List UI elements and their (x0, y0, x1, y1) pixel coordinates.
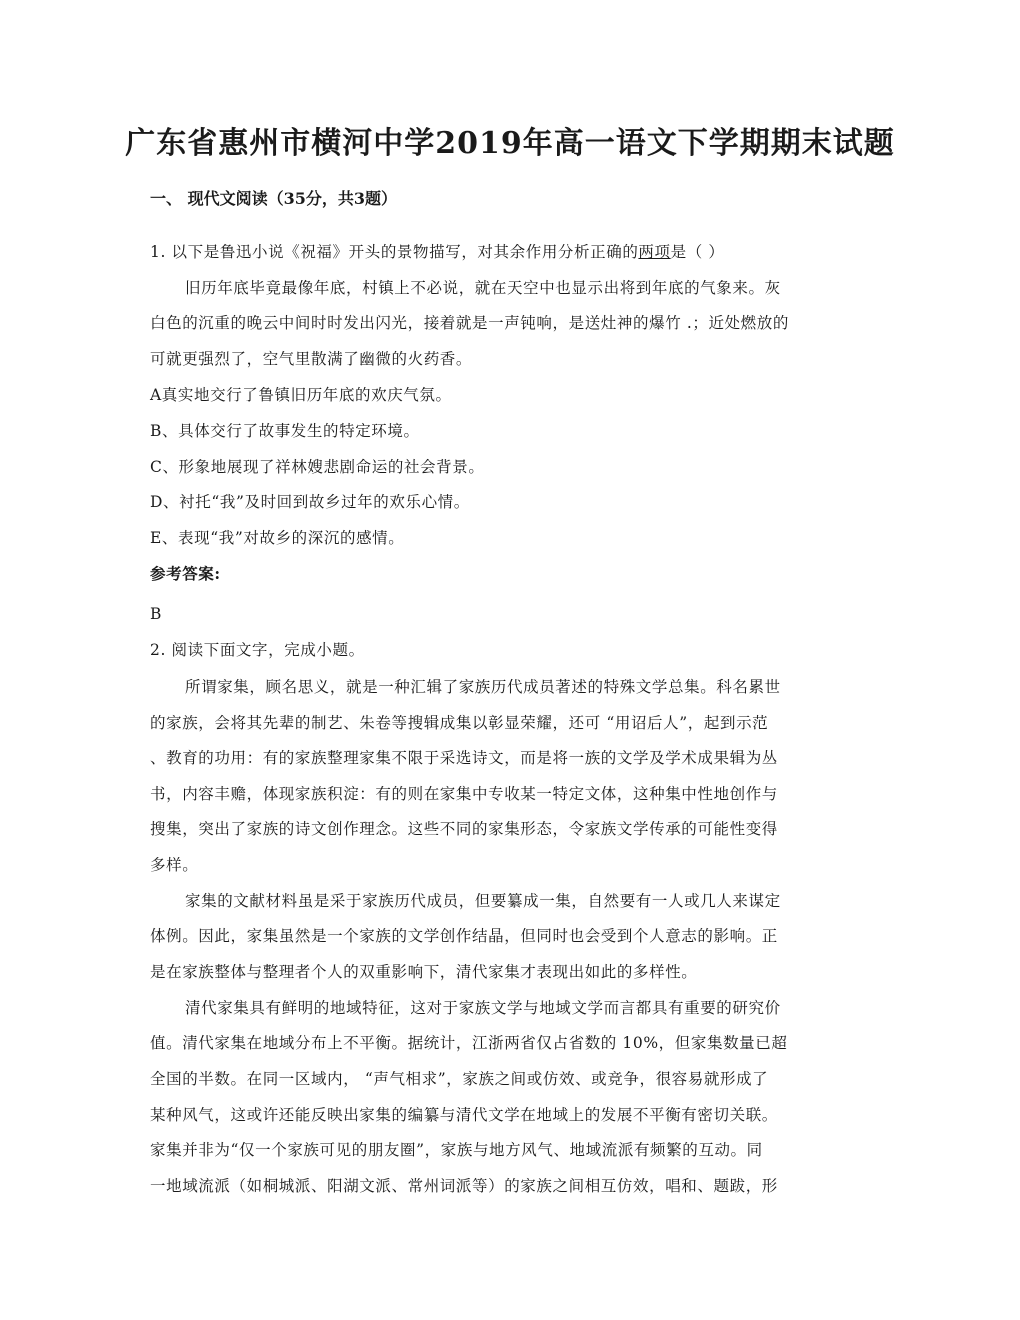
q2-line: 家集的文献材料虽是采于家族历代成员，但要纂成一集，自然要有一人或几人来谋定 (185, 892, 781, 910)
option-b: B、具体交行了故事发生的特定环境。 (150, 422, 420, 440)
q2-line: 搜集，突出了家族的诗文创作理念。这些不同的家集形态，令家族文学传承的可能性变得 (150, 820, 778, 838)
q2-line: 一地域流派（如桐城派、阳湖文派、常州词派等）的家族之间相互仿效，唱和、题跋，形 (150, 1177, 778, 1195)
passage-line: 旧历年底毕竟最像年底，村镇上不必说，就在天空中也显示出将到年底的气象来。灰 (185, 279, 781, 297)
passage-line: 可就更强烈了，空气里散满了幽微的火药香。 (150, 350, 473, 368)
answer-value: B (150, 605, 162, 623)
question-1-stem-underlined: 两项 (638, 243, 671, 261)
q2-line: 是在家族整体与整理者个人的双重影响下，清代家集才表现出如此的多样性。 (150, 963, 698, 981)
question-1-stem (150, 240, 724, 262)
page-title: 广东省惠州市横河中学2019年高一语文下学期期末试题 (125, 126, 895, 161)
option-d: D、衬托“我”及时回到故乡过年的欢乐心情。 (150, 493, 470, 511)
passage-line: 白色的沉重的晚云中间时时发出闪光，接着就是一声钝响，是送灶神的爆竹 .；近处燃放的 (150, 314, 789, 332)
question-1-stem-post: 是（ ） (670, 243, 725, 261)
q2-line: 的家族，会将其先辈的制艺、朱卷等搜辑成集以彰显荣耀，还可 “用诏后人”，起到示范 (150, 714, 769, 732)
q2-line: 全国的半数。在同一区域内， “声气相求”，家族之间或仿效、或竞争，很容易就形成了 (150, 1070, 769, 1088)
option-c: C、形象地展现了祥林嫂悲剧命运的社会背景。 (150, 458, 485, 476)
answer-label: 参考答案: (150, 564, 221, 583)
q2-line: 家集并非为“仅一个家族可见的朋友圈”，家族与地方风气、地域流派有频繁的互动。同 (150, 1141, 763, 1159)
question-2-stem: 2. 阅读下面文字，完成小题。 (150, 641, 365, 659)
q2-line: 某种风气，这或许还能反映出家集的编纂与清代文学在地域上的发展不平衡有密切关联。 (150, 1106, 778, 1124)
q2-line: 清代家集具有鲜明的地域特征，这对于家族文学与地域文学而言都具有重要的研究价 (185, 999, 781, 1017)
section-heading: 一、 现代文阅读（35分，共3题） (150, 189, 397, 208)
option-a: A真实地交行了鲁镇旧历年底的欢庆气氛。 (150, 386, 452, 404)
q2-line: 多样。 (150, 856, 199, 874)
q2-line: 书，内容丰赡，体现家族积淀：有的则在家集中专收某一特定文体，这种集中性地创作与 (150, 785, 778, 803)
question-1-stem-pre: 1. 以下是鲁迅小说《祝福》开头的景物描写，对其余作用分析正确的 (150, 243, 639, 261)
q2-line: 、教育的功用：有的家族整理家集不限于采选诗文，而是将一族的文学及学术成果辑为丛 (150, 749, 778, 767)
option-e: E、表现“我”对故乡的深沉的感情。 (150, 529, 405, 547)
q2-line: 值。清代家集在地域分布上不平衡。据统计，江浙两省仅占省数的 10%，但家集数量已超 (150, 1034, 788, 1052)
q2-line: 所谓家集，顾名思义，就是一种汇辑了家族历代成员著述的特殊文学总集。科名累世 (185, 678, 781, 696)
q2-line: 体例。因此，家集虽然是一个家族的文学创作结晶，但同时也会受到个人意志的影响。正 (150, 927, 778, 945)
